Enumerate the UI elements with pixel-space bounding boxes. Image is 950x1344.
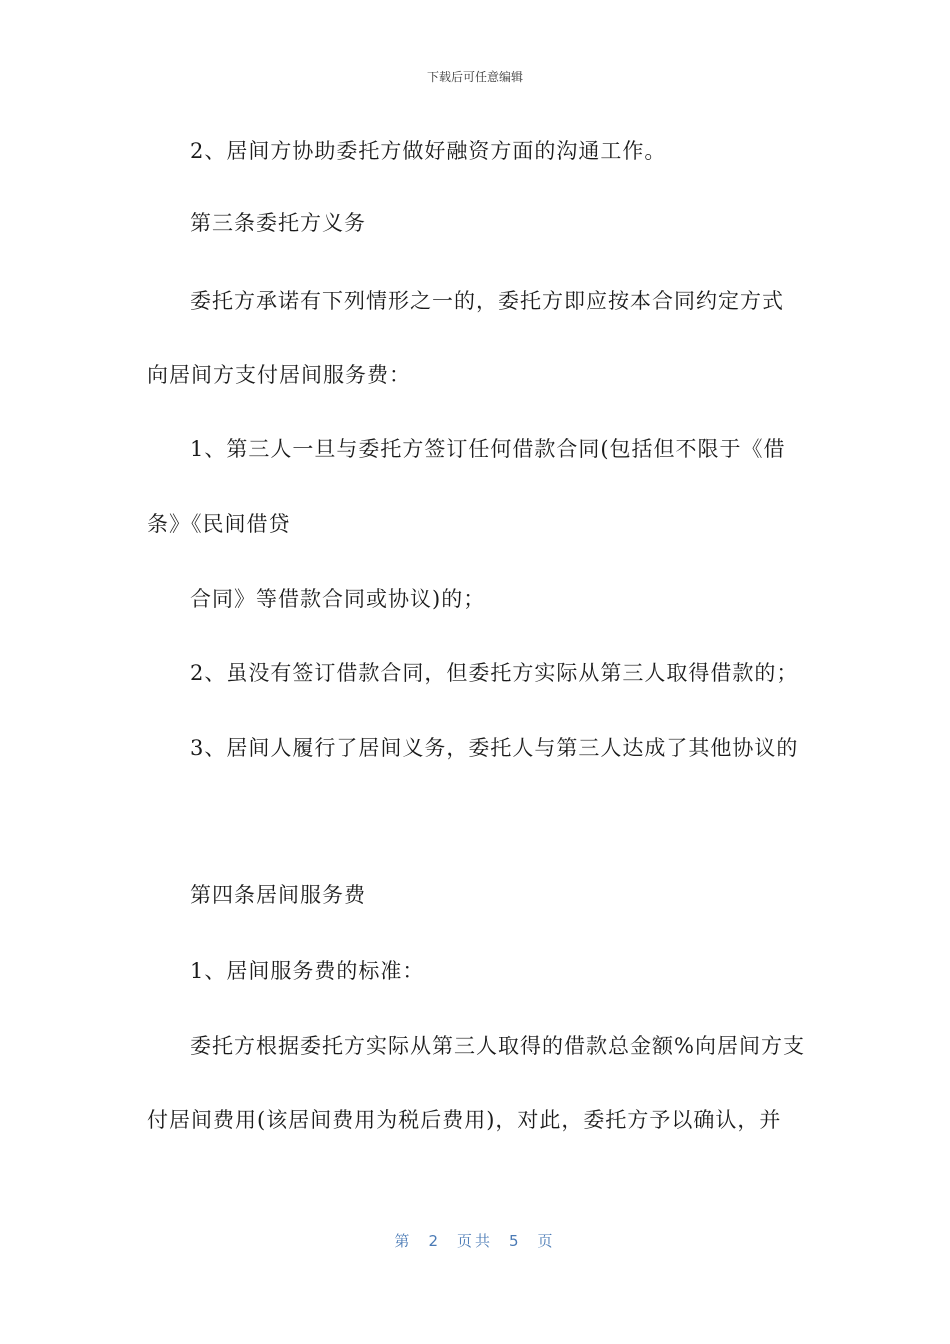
page-footer (0, 1230, 950, 1251)
page-header: 下载后可任意编辑 (426, 70, 523, 84)
body-line-13: 付居间费用(该居间费用为税后费用)，对此，委托方予以确认，并 (147, 1108, 782, 1132)
body-line-7: 合同》等借款合同或协议)的； (190, 587, 486, 611)
footer-page-suffix: 页 (537, 1232, 556, 1250)
body-line-9: 3、居间人履行了居间义务，委托人与第三人达成了其他协议的 (190, 736, 799, 760)
body-line-4: 向居间方支付居间服务费： (147, 363, 411, 387)
body-line-12: 委托方根据委托方实际从第三人取得的借款总金额%向居间方支 (190, 1034, 805, 1058)
body-line-5: 1、第三人一旦与委托方签订任何借款合同(包括但不限于《借 (190, 437, 786, 461)
body-line-1: 2、居间方协助委托方做好融资方面的沟通工作。 (190, 139, 667, 163)
body-line-8: 2、虽没有签订借款合同，但委托方实际从第三人取得借款的； (190, 661, 799, 685)
footer-page-mid: 页共 (456, 1232, 493, 1250)
body-line-3: 委托方承诺有下列情形之一的，委托方即应按本合同约定方式 (190, 289, 784, 313)
section-heading-3: 第三条委托方义务 (190, 211, 366, 235)
body-line-11: 1、居间服务费的标准： (190, 959, 425, 983)
footer-page-number: 2 (428, 1232, 441, 1250)
body-line-6: 条》《民间借贷 (147, 512, 291, 536)
footer-total-pages: 5 (509, 1232, 522, 1250)
footer-page-prefix: 第 (394, 1232, 413, 1250)
section-heading-4: 第四条居间服务费 (190, 883, 366, 907)
